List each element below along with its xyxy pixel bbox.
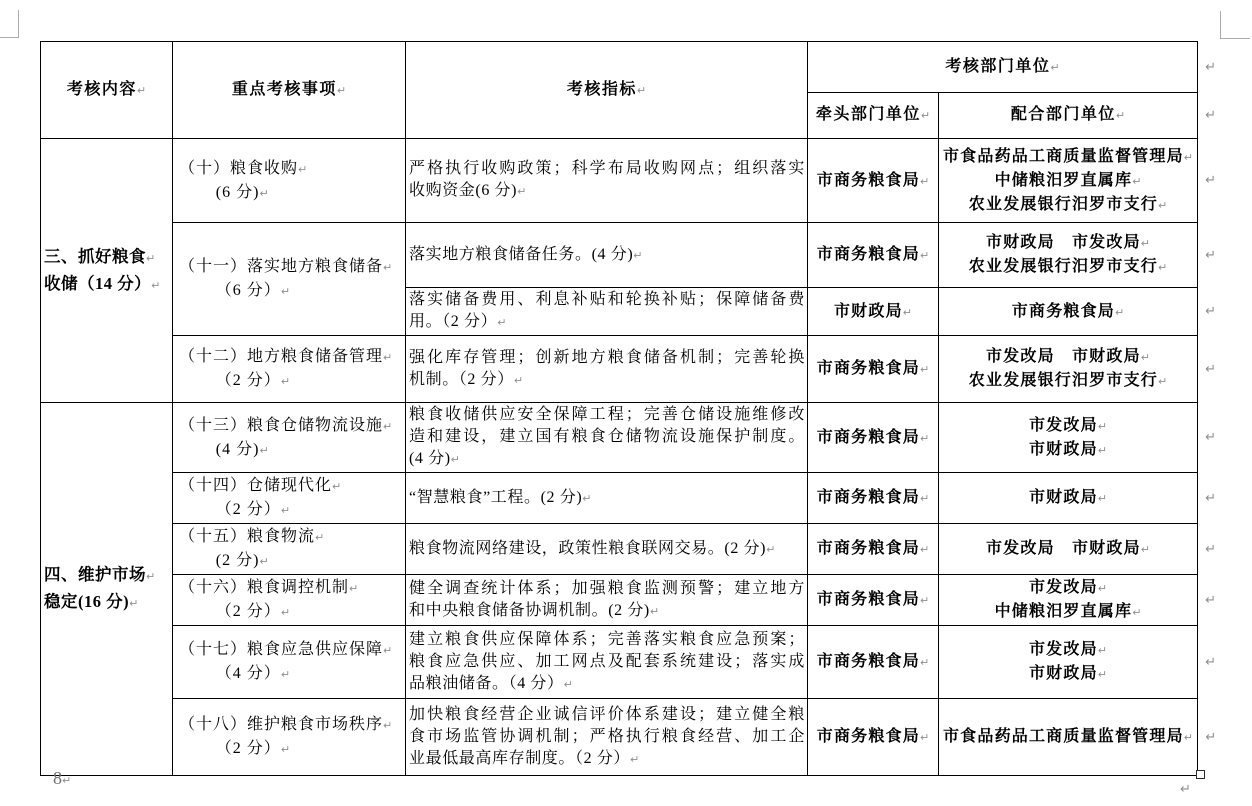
item-score-line: (2 分): [215, 552, 260, 569]
support-dept-name: 市财政局 市发改局: [985, 234, 1141, 251]
paragraph-mark-icon: ↵: [1205, 304, 1216, 319]
paragraph-mark-icon: ↵: [1140, 543, 1151, 556]
lead-dept-name: 市商务粮食局: [816, 540, 920, 557]
lead-dept-name: 市商务粮食局: [816, 428, 920, 446]
paragraph-mark-icon: ↵: [1097, 644, 1108, 657]
indicator-cell: [406, 223, 808, 288]
item-score-line: （2 分）: [215, 372, 281, 389]
text-boundary-mark-top-left-vertical: [18, 10, 19, 37]
paragraph-mark-icon: ↵: [1115, 109, 1126, 122]
paragraph-mark-icon: ↵: [1158, 261, 1168, 274]
support-dept-cell: [939, 473, 1198, 524]
table-row: [41, 524, 1224, 575]
paragraph-mark-icon: ↵: [919, 363, 930, 376]
paragraph-mark-icon: ↵: [1132, 606, 1142, 619]
item-cell: [173, 699, 406, 776]
paragraph-mark-icon: ↵: [280, 606, 291, 619]
support-dept-name: 中储粮汨罗直属库: [994, 603, 1133, 620]
paragraph-mark-icon: ↵: [1205, 247, 1216, 263]
paragraph-mark-icon: ↵: [280, 668, 291, 681]
table-row: [41, 139, 1224, 223]
indicator-line: 品粮油储备。（4 分）: [409, 674, 564, 692]
indicator-line: 健全调查统计体系；加强粮食监测预警；建立地方: [409, 579, 805, 597]
paragraph-mark-icon: ↵: [630, 752, 640, 766]
indicator-cell: [406, 473, 808, 524]
support-dept-cell: [939, 626, 1198, 699]
indicator-line: 粮食收储供应安全保障工程；完善仓储设施维修改: [409, 406, 805, 423]
paragraph-mark-icon: ↵: [1205, 729, 1217, 745]
paragraph-mark-icon: ↵: [298, 162, 308, 176]
paragraph-mark-icon: ↵: [517, 185, 527, 198]
paragraph-mark-icon: ↵: [336, 83, 347, 97]
row-end-mark: [1198, 626, 1224, 699]
paragraph-mark-icon: ↵: [383, 719, 393, 732]
assessment-table: [40, 41, 1224, 776]
header-departments: [808, 42, 1198, 93]
table-resize-handle[interactable]: [1196, 770, 1205, 779]
lead-dept-cell: [808, 524, 939, 575]
paragraph-mark-icon: ↵: [259, 443, 269, 457]
indicator-line: 和中央粮食储备协调机制。(2 分): [409, 601, 650, 619]
support-dept-name: 市食品药品工商质量监督管理局: [942, 728, 1184, 745]
section-title-line: 稳定(16 分): [44, 592, 130, 611]
indicator-line: (4 分): [409, 450, 451, 467]
item-name-line: （十）粮食收购: [179, 159, 299, 177]
paragraph-mark-icon: ↵: [383, 261, 393, 274]
support-dept-name: 市财政局: [1028, 440, 1098, 458]
item-cell: [173, 473, 406, 524]
section-cell: [41, 403, 173, 776]
paragraph-mark-icon: ↵: [280, 743, 291, 756]
paragraph-mark-icon: ↵: [383, 351, 393, 364]
paragraph-mark-icon: ↵: [563, 677, 573, 691]
indicator-cell: [406, 699, 808, 776]
paragraph-mark-icon: ↵: [1183, 731, 1194, 744]
lead-dept-name: 市商务粮食局: [816, 653, 920, 670]
paragraph-mark-icon: ↵: [1158, 198, 1168, 212]
paragraph-mark-icon: ↵: [1115, 305, 1125, 319]
section-cell: [41, 139, 173, 403]
support-dept-cell: [939, 524, 1198, 575]
page-number: [53, 768, 71, 789]
row-end-mark: [1198, 699, 1224, 776]
indicator-cell: [406, 575, 808, 626]
paragraph-mark-icon: ↵: [766, 542, 776, 556]
support-dept-cell: [939, 336, 1198, 403]
paragraph-mark-icon: ↵: [146, 570, 156, 583]
paragraph-mark-icon: ↵: [1205, 108, 1216, 123]
header-lead-dept: [808, 93, 939, 139]
paragraph-mark-icon: ↵: [919, 492, 930, 505]
text-boundary-mark-top-right-horizontal: [1220, 38, 1250, 39]
indicator-line: “智慧粮食”工程。(2 分): [409, 488, 583, 506]
lead-dept-name: 市商务粮食局: [816, 591, 920, 608]
indicator-line: 业最低最高库存制度。（2 分）: [409, 749, 631, 767]
paragraph-mark-icon: ↵: [129, 597, 139, 610]
item-name-line: （十四）仓储现代化: [179, 477, 333, 494]
item-score-line: （6 分）: [215, 282, 281, 299]
paragraph-mark-icon: ↵: [1097, 492, 1108, 505]
paragraph-mark-icon: ↵: [1183, 150, 1194, 164]
support-dept-name: 市商务粮食局: [1011, 302, 1115, 320]
indicator-line: 建立粮食供应保障体系；完善落实粮食应急预案；: [409, 630, 805, 648]
paragraph-mark-icon: ↵: [582, 491, 592, 505]
paragraph-mark-icon: ↵: [1140, 237, 1151, 250]
table-row: [41, 223, 1224, 288]
indicator-line: 落实地方粮食储备任务。(4 分): [409, 245, 634, 263]
lead-dept-name: 市商务粮食局: [816, 728, 920, 745]
paragraph-mark-icon: ↵: [636, 83, 647, 97]
paragraph-mark-icon: ↵: [919, 174, 930, 188]
item-name-line: （十二）地方粮食储备管理: [179, 348, 384, 365]
lead-dept-cell: [808, 626, 939, 699]
indicator-line: 粮食应急供应、加工网点及配套系统建设；落实成: [409, 652, 805, 670]
section-title-line: 四、维护市场: [44, 565, 146, 584]
paragraph-mark-icon: ↵: [920, 109, 931, 122]
section-title-line: 三、抓好粮食: [44, 246, 146, 266]
lead-dept-cell: [808, 223, 939, 288]
row-end-mark: [1198, 336, 1224, 403]
support-dept-name: 市发改局 市财政局: [985, 348, 1141, 365]
support-dept-name: 市财政局: [1028, 489, 1098, 506]
lead-dept-cell: [808, 403, 939, 473]
assessment-table-grid: [40, 41, 1224, 776]
support-dept-cell: [939, 223, 1198, 288]
item-score-line: （2 分）: [215, 501, 281, 518]
item-name-line: （十六）粮食调控机制: [179, 579, 350, 596]
paragraph-mark-icon: ↵: [1205, 430, 1216, 445]
indicator-line: 严格执行收购政策；科学布局收购网点；组织落实: [409, 160, 805, 177]
item-name-line: （十三）粮食仓储物流设施: [179, 416, 384, 434]
paragraph-mark-icon: ↵: [146, 251, 156, 265]
indicator-line: 收购资金(6 分): [409, 182, 518, 199]
paragraph-mark-icon: ↵: [902, 305, 913, 319]
indicator-line: 机制。（2 分）: [409, 370, 514, 388]
item-cell: [173, 575, 406, 626]
paragraph-mark-icon: ↵: [450, 453, 460, 466]
lead-dept-name: 市商务粮食局: [816, 246, 920, 263]
item-cell: [173, 139, 406, 223]
indicator-line: 食市场监管协调机制；严格执行粮食经营、加工企: [409, 727, 805, 745]
support-dept-cell: [939, 575, 1198, 626]
header-content: [41, 42, 173, 139]
paragraph-mark-icon: ↵: [919, 656, 930, 669]
paragraph-mark-icon: ↵: [1132, 174, 1142, 188]
support-dept-name: 中储粮汨罗直属库: [994, 171, 1133, 189]
lead-dept-cell: [808, 139, 939, 223]
paragraph-mark-icon: ↵: [151, 278, 161, 292]
paragraph-mark-icon: ↵: [649, 604, 660, 618]
header-items: [173, 42, 406, 139]
header-label: 考核内容: [66, 80, 137, 98]
lead-dept-name: 市商务粮食局: [816, 360, 920, 377]
header-label: 牵头部门单位: [815, 106, 921, 123]
indicator-cell: [406, 403, 808, 473]
row-end-mark: [1198, 42, 1224, 93]
indicator-line: 加快粮食经营企业诚信评价体系建设；建立健全粮: [409, 705, 805, 723]
indicator-line: 强化库存管理；创新地方粮食储备机制；完善轮换: [409, 348, 805, 366]
lead-dept-name: 市商务粮食局: [816, 489, 920, 506]
item-cell: [173, 626, 406, 699]
row-end-mark: [1198, 93, 1224, 139]
header-support-dept: [939, 93, 1198, 139]
paragraph-mark-icon: ↵: [136, 83, 147, 97]
paragraph-mark-icon: ↵: [315, 531, 325, 544]
lead-dept-name: 市财政局: [833, 302, 903, 320]
support-dept-name: 市发改局: [1028, 641, 1098, 658]
paragraph-mark-icon: ↵: [1097, 419, 1108, 433]
header-row-1: [41, 42, 1224, 93]
support-dept-name: 市发改局: [1028, 416, 1098, 434]
indicator-cell: [406, 288, 808, 336]
paragraph-mark-icon: ↵: [513, 373, 524, 387]
item-name-line: （十七）粮食应急供应保障: [179, 641, 384, 658]
paragraph-mark-icon: ↵: [1205, 173, 1216, 188]
lead-dept-name: 市商务粮食局: [816, 171, 920, 189]
header-label: 重点考核事项: [231, 80, 337, 98]
item-name-line: （十一）落实地方粮食储备: [179, 258, 384, 275]
row-end-mark: [1198, 524, 1224, 575]
row-end-mark: [1198, 223, 1224, 288]
indicator-line: 用。（2 分）: [409, 313, 498, 330]
indicator-cell: [406, 139, 808, 223]
paragraph-mark-icon: ↵: [332, 480, 342, 493]
indicator-cell: [406, 524, 808, 575]
paragraph-mark-icon: ↵: [919, 431, 930, 445]
table-row: [41, 575, 1224, 626]
paragraph-mark-icon: ↵: [1097, 443, 1108, 457]
paragraph-mark-icon: ↵: [62, 774, 72, 787]
item-name-line: （十八）维护粮食市场秩序: [179, 716, 384, 733]
paragraph-mark-icon: ↵: [280, 504, 291, 517]
paragraph-mark-icon: ↵: [280, 375, 291, 388]
table-row: [41, 699, 1224, 776]
paragraph-mark-icon: ↵: [919, 594, 930, 607]
paragraph-mark-icon: ↵: [383, 644, 393, 657]
paragraph-mark-icon: ↵: [1097, 668, 1108, 681]
row-end-mark: [1198, 473, 1224, 524]
lead-dept-cell: [808, 288, 939, 336]
item-cell: [173, 403, 406, 473]
indicator-cell: [406, 626, 808, 699]
paragraph-mark-icon: ↵: [919, 249, 930, 262]
paragraph-mark-icon: ↵: [1205, 361, 1216, 377]
item-cell: [173, 223, 406, 336]
lead-dept-cell: [808, 575, 939, 626]
support-dept-cell: [939, 403, 1198, 473]
after-table-paragraph: [1180, 780, 1191, 798]
support-dept-cell: [939, 288, 1198, 336]
row-end-mark: [1198, 403, 1224, 473]
paragraph-mark-icon: ↵: [1205, 541, 1216, 557]
row-end-mark: [1198, 575, 1224, 626]
support-dept-name: 市发改局: [1028, 579, 1098, 596]
table-row: [41, 473, 1224, 524]
paragraph-mark-icon: ↵: [1097, 582, 1108, 595]
support-dept-cell: [939, 139, 1198, 223]
row-end-mark: [1198, 139, 1224, 223]
indicator-line: 粮食物流网络建设，政策性粮食联网交易。(2 分): [409, 539, 767, 557]
item-score-line: （2 分）: [215, 603, 281, 620]
paragraph-mark-icon: ↵: [1205, 592, 1216, 608]
lead-dept-cell: [808, 336, 939, 403]
header-label: 考核指标: [566, 80, 637, 98]
text-boundary-mark-top-left-horizontal: [0, 37, 19, 38]
paragraph-mark-icon: ↵: [1158, 375, 1168, 388]
lead-dept-cell: [808, 473, 939, 524]
paragraph-mark-icon: ↵: [1180, 782, 1191, 797]
paragraph-mark-icon: ↵: [349, 582, 359, 595]
paragraph-mark-icon: ↵: [919, 543, 930, 556]
paragraph-mark-icon: ↵: [1205, 490, 1216, 506]
lead-dept-cell: [808, 699, 939, 776]
indicator-cell: [406, 336, 808, 403]
table-row: [41, 336, 1224, 403]
item-score-line: (4 分): [215, 440, 260, 458]
row-end-mark: [1198, 288, 1224, 336]
paragraph-mark-icon: ↵: [259, 555, 269, 568]
paragraph-mark-icon: ↵: [1050, 60, 1060, 74]
section-title-line: 收储（14 分）: [44, 273, 152, 293]
item-score-line: （2 分）: [215, 740, 281, 757]
table-row: [41, 403, 1224, 473]
header-label: 配合部门单位: [1010, 106, 1116, 123]
support-dept-name: 农业发展银行汨罗市支行: [968, 195, 1158, 213]
paragraph-mark-icon: ↵: [919, 731, 930, 744]
item-cell: [173, 524, 406, 575]
indicator-line: 落实储备费用、利息补贴和轮换补贴；保障储备费: [409, 291, 805, 308]
header-indicators: [406, 42, 808, 139]
support-dept-cell: [939, 699, 1198, 776]
item-score-line: (6 分): [215, 183, 260, 201]
support-dept-name: 市财政局: [1028, 665, 1098, 682]
header-label: 考核部门单位: [945, 57, 1051, 75]
paragraph-mark-icon: ↵: [1140, 351, 1151, 364]
item-cell: [173, 336, 406, 403]
page-number-value: 8: [53, 768, 62, 788]
text-boundary-mark-top-right-vertical: [1220, 11, 1221, 38]
support-dept-name: 农业发展银行汨罗市支行: [968, 372, 1158, 389]
table-row: [41, 626, 1224, 699]
paragraph-mark-icon: ↵: [280, 285, 291, 298]
paragraph-mark-icon: ↵: [1205, 654, 1216, 670]
item-name-line: （十五）粮食物流: [179, 528, 316, 545]
support-dept-name: 市发改局 市财政局: [985, 540, 1141, 557]
indicator-line: 造和建设，建立国有粮食仓储物流设施保护制度。: [409, 428, 805, 445]
support-dept-name: 市食品药品工商质量监督管理局: [942, 147, 1184, 165]
paragraph-mark-icon: ↵: [633, 248, 643, 262]
support-dept-name: 农业发展银行汨罗市支行: [968, 258, 1158, 275]
item-score-line: （4 分）: [215, 665, 281, 682]
paragraph-mark-icon: ↵: [259, 186, 269, 200]
paragraph-mark-icon: ↵: [497, 316, 507, 329]
paragraph-mark-icon: ↵: [1205, 59, 1216, 75]
paragraph-mark-icon: ↵: [383, 419, 393, 433]
